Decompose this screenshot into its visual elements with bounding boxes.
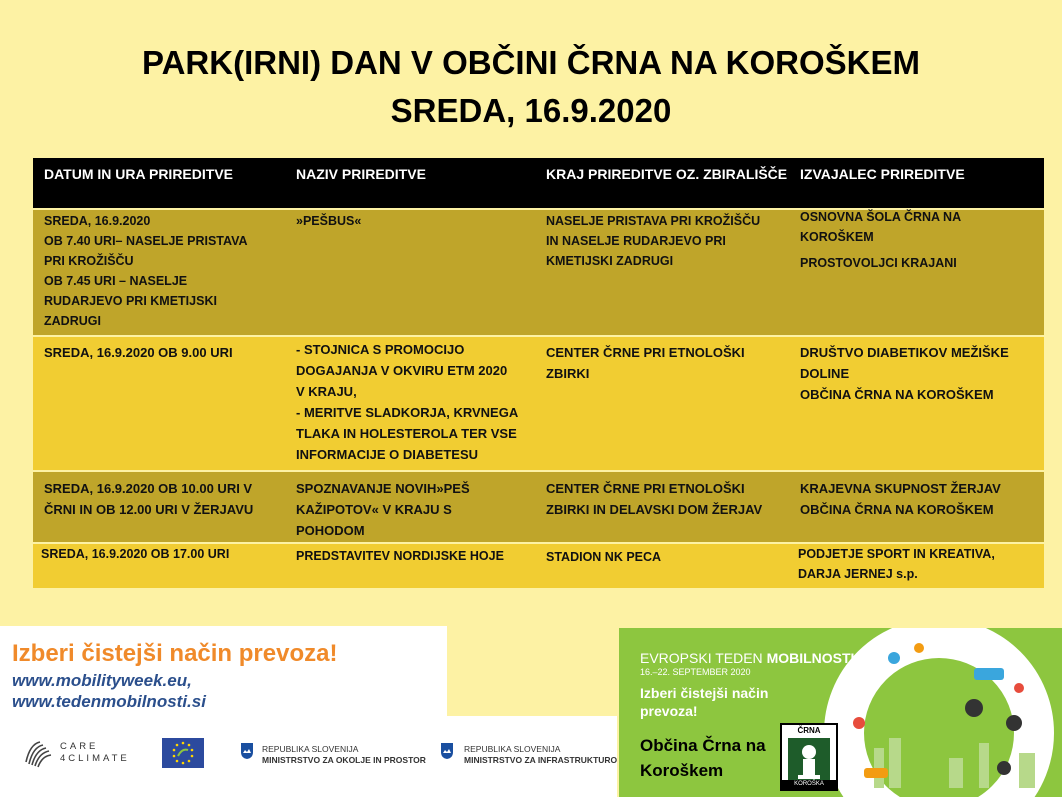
- text-line: ČRNI IN OB 12.00 URI V ŽERJAVU: [44, 502, 254, 517]
- text-line: PROSTOVOLJCI KRAJANI: [800, 256, 957, 270]
- text-line: TLAKA IN HOLESTEROLA TER VSE: [296, 426, 517, 441]
- mobility-week-slogan: Izberi čistejši način prevoza!: [640, 685, 769, 719]
- cell-location: [546, 211, 791, 271]
- text-line: ZADRUGI: [44, 314, 101, 328]
- header-organizer: IZVAJALEC PRIREDITVE: [800, 166, 965, 182]
- text-line: »PEŠBUS«: [296, 214, 362, 228]
- crest-emblem-icon: [788, 738, 830, 780]
- text-line: DARJA JERNEJ s.p.: [798, 567, 918, 581]
- eu-life-flag-icon: [162, 738, 204, 768]
- care-line2: 4CLIMATE: [60, 753, 130, 764]
- slovenia-coat-of-arms-icon: [440, 742, 454, 760]
- cell-organizer: [800, 207, 1040, 273]
- text-line: KRAJEVNA SKUPNOST ŽERJAV: [800, 481, 1001, 496]
- cell-event-name: [296, 339, 536, 465]
- mobility-week-title-bold: MOBILNOSTI: [766, 650, 855, 666]
- crna-coat-of-arms-logo: [780, 723, 838, 791]
- text-line: KAŽIPOTOV« V KRAJU S: [296, 502, 452, 517]
- text-line: - STOJNICA S PROMOCIJO: [296, 342, 465, 357]
- header-event-name: NAZIV PRIREDITVE: [296, 166, 426, 182]
- crest-bottom-text: KOROŠKA: [782, 780, 836, 789]
- municipality-name: Občina Črna na Koroškem: [640, 736, 766, 780]
- text-line: PRI KROŽIŠČU: [44, 254, 134, 268]
- gov1-line1: REPUBLIKA SLOVENIJA: [262, 744, 359, 754]
- cell-organizer: [800, 342, 1040, 405]
- mobility-week-dates: 16.–22. SEPTEMBER 2020: [640, 667, 751, 677]
- text-line: ZBIRKI: [546, 366, 590, 381]
- slovenia-coat-of-arms-icon: [240, 742, 254, 760]
- text-line: STADION NK PECA: [546, 550, 662, 564]
- table-row: [33, 544, 1044, 588]
- ministry-infrastructure-logo-text: [464, 744, 617, 766]
- text-line: SPOZNAVANJE NOVIH»PEŠ: [296, 481, 470, 496]
- gov1-line2: MINISTRSTVO ZA OKOLJE IN PROSTOR: [262, 755, 426, 765]
- text-line: CENTER ČRNE PRI ETNOLOŠKI: [546, 481, 745, 496]
- cell-event-name: [296, 478, 536, 541]
- text-line: NASELJE PRISTAVA PRI KROŽIŠČU: [546, 214, 761, 228]
- text-line: DRUŠTVO DIABETIKOV MEŽIŠKE: [800, 345, 1009, 360]
- text-line: INFORMACIJE O DIABETESU: [296, 447, 479, 462]
- text-line: ZBIRKI IN DELAVSKI DOM ŽERJAV: [546, 502, 763, 517]
- events-table: [33, 158, 1044, 588]
- table-row: [33, 472, 1044, 542]
- crest-top-text: ČRNA: [797, 726, 821, 735]
- text-line: CENTER ČRNE PRI ETNOLOŠKI: [546, 345, 745, 360]
- tedenmobilnosti-link[interactable]: www.tedenmobilnosti.si: [12, 692, 206, 711]
- text-line: KMETIJSKI ZADRUGI: [546, 254, 674, 268]
- text-line: OSNOVNA ŠOLA ČRNA NA: [800, 210, 962, 224]
- text-line: SREDA, 16.9.2020 OB 9.00 URI: [44, 345, 233, 360]
- gov2-line1: REPUBLIKA SLOVENIJA: [464, 744, 561, 754]
- cell-location: [546, 547, 791, 567]
- banner-slogan: Izberi čistejši način prevoza!: [12, 640, 338, 667]
- text-line: KOROŠKEM: [800, 230, 874, 244]
- cell-organizer: [798, 544, 1038, 584]
- text-line: RUDARJEVO PRI KMETIJSKI: [44, 294, 217, 308]
- header-location: KRAJ PRIREDITVE OZ. ZBIRALIŠČE: [546, 166, 788, 182]
- text-line: OBČINA ČRNA NA KOROŠKEM: [800, 502, 994, 517]
- table-row: [33, 337, 1044, 470]
- cell-event-name: [296, 546, 536, 566]
- text-line: SREDA, 16.9.2020: [44, 214, 151, 228]
- text-line: IN NASELJE RUDARJEVO PRI: [546, 234, 726, 248]
- page-title: PARK(IRNI) DAN V OBČINI ČRNA NA KOROŠKEM: [142, 44, 920, 81]
- text-line: V KRAJU,: [296, 384, 357, 399]
- ministry-environment-logo-text: [262, 744, 426, 766]
- care4climate-logo-text: [60, 741, 130, 765]
- gov2-line2: MINISTRSTVO ZA INFRASTRUKTURO: [464, 755, 618, 765]
- text-line: SREDA, 16.9.2020 OB 17.00 URI: [41, 547, 230, 561]
- cell-organizer: [800, 478, 1040, 520]
- page-subtitle-date: SREDA, 16.9.2020: [390, 92, 672, 129]
- cell-date: [44, 478, 289, 520]
- cell-date: [41, 544, 286, 564]
- care-line1: CARE: [60, 741, 99, 752]
- text-line: OB 7.45 URI – NASELJE: [44, 274, 188, 288]
- text-line: PODJETJE SPORT IN KREATIVA,: [798, 547, 995, 561]
- cell-location: [546, 478, 791, 520]
- cell-event-name: [296, 211, 536, 231]
- text-line: - MERITVE SLADKORJA, KRVNEGA: [296, 405, 519, 420]
- text-line: OBČINA ČRNA NA KOROŠKEM: [800, 387, 994, 402]
- text-line: DOGAJANJA V OKVIRU ETM 2020: [296, 363, 508, 378]
- text-line: DOLINE: [800, 366, 850, 381]
- cell-date: [44, 342, 289, 363]
- table-row: [33, 210, 1044, 335]
- header-date: DATUM IN URA PRIREDITVE: [44, 166, 233, 182]
- mobility-week-title: [640, 650, 854, 666]
- mobilityweek-link[interactable]: www.mobilityweek.eu,: [12, 671, 192, 690]
- care4climate-logo-icon: [22, 738, 52, 768]
- text-line: POHODOM: [296, 523, 365, 538]
- text-line: PREDSTAVITEV NORDIJSKE HOJE: [296, 549, 504, 563]
- cell-date: [44, 211, 289, 331]
- mobility-week-title-pre: EVROPSKI TEDEN: [640, 650, 767, 666]
- text-line: SREDA, 16.9.2020 OB 10.00 URI V: [44, 481, 253, 496]
- text-line: OB 7.40 URI– NASELJE PRISTAVA: [44, 234, 248, 248]
- table-header-row: [33, 158, 1044, 208]
- cell-location: [546, 342, 791, 384]
